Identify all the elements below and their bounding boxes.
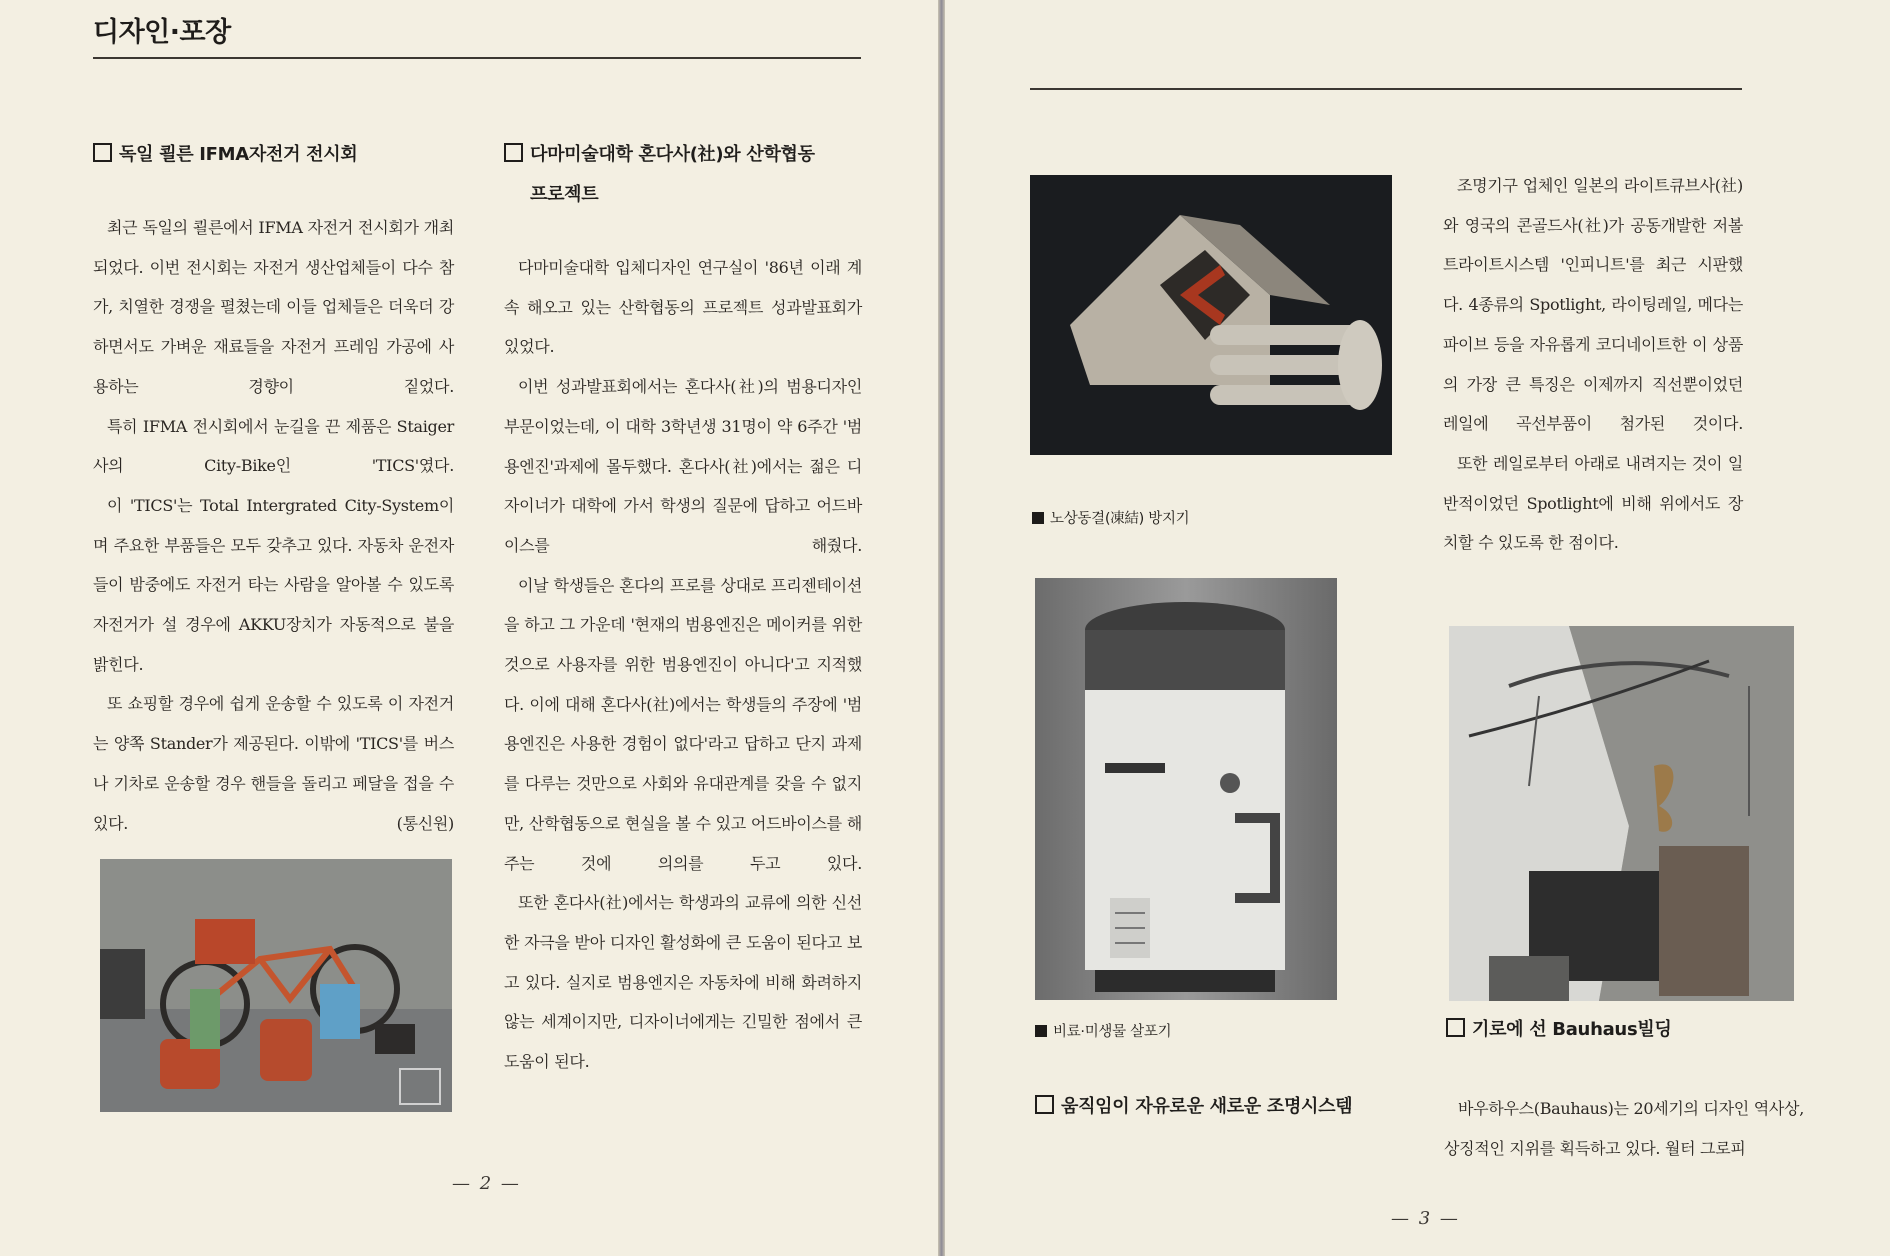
article-lighting-text [1443, 166, 1743, 563]
paragraph: 최근 독일의 쾰른에서 IFMA 자전거 전시회가 개최되었다. 이번 전시회는 자전거 생산업체들이 다수 참가, 치열한 경쟁을 펼쳤는데 이들 업체들은 더욱더 강하면서도 가벼운 재료들을 자전거 프레임 가공에 사용하는 경향이 짙었다. [93, 218, 454, 396]
frost-protector-photo [1030, 175, 1392, 455]
checkbox-square-icon [504, 143, 523, 162]
right-page [945, 0, 1890, 1256]
book-spine [938, 0, 945, 1256]
checkbox-square-icon [1035, 1095, 1054, 1114]
paragraph: 또한 레일로부터 아래로 내려지는 것이 일반적이었던 Spotlight에 비해 위에서도 장치할 수 있도록 한 점이다. [1443, 453, 1743, 553]
credit: (통신원) [396, 813, 454, 833]
page-number: — 3 — [1391, 1208, 1460, 1229]
paragraph: 또 쇼핑할 경우에 쉽게 운송할 수 있도록 이 자전거는 양쪽 Stander가 제공된다. 이밖에 'TICS'를 버스나 기차로 운송할 경우 핸들을 돌리고 페달을 접을 수 있다. (통신원) [93, 684, 454, 843]
page-number: — 2 — [452, 1173, 521, 1194]
paragraph: 이 'TICS'는 Total Intergrated City-System이며 주요한 부품들은 모두 갖추고 있다. 자동차 운전자들이 밤중에도 자전거 타는 사람을 알아볼 수 있도록 자전거가 설 경우에 AKKU장치가 자동적으로 불을 밝힌다. [93, 495, 454, 674]
header-rule [93, 57, 861, 59]
black-square-icon [1032, 512, 1044, 524]
article-bauhaus-text [1444, 1089, 1804, 1168]
bicycle-photo [100, 859, 452, 1112]
bauhaus-lighting-photo [1449, 626, 1794, 1001]
paragraph: 이날 학생들은 혼다의 프로를 상대로 프리젠테이션을 하고 그 가운데 '현재의 범용엔진은 메이커를 위한 것으로 사용자를 위한 범용엔진이 아니다'고 지적했다. 이에 대해 혼다사(社)에서는 학생들의 주장에 '범용엔진은 사용한 경험이 없다'라고 답하고 단지 과제를 다루는 것만으로 사회와 유대관계를 갖을 수 없지만, 산학협동으로 현실을 볼 수 있고 어드바이스를 해주는 것에 의의를 두고 있다. [504, 575, 862, 873]
photo-caption: 비료·미생물 살포기 [1035, 1020, 1171, 1041]
checkbox-square-icon [1446, 1018, 1465, 1037]
paragraph: 바우하우스(Bauhaus)는 20세기의 디자인 역사상, 상징적인 지위를 획득하고 있다. 월터 그로피 [1444, 1099, 1804, 1158]
header-rule [1030, 88, 1742, 90]
paragraph: 조명기구 업체인 일본의 라이트큐브사(社)와 영국의 콘골드사(社)가 공동개발한 저볼트라이트시스템 '인피니트'를 최근 시판했다. 4종류의 Spotlight, 라이팅레일, 메다는 파이브 등을 자유롭게 코디네이트한 이 상품의 가장 큰 특징은 이제까지 직선뿐이었던 레일에 곡선부품이 첨가된 것이다. [1443, 176, 1743, 434]
paragraph: 특히 IFMA 전시회에서 눈길을 끈 제품은 Staiger사의 City-Bike인 'TICS'였다. [93, 416, 454, 476]
paragraph: 또한 혼다사(社)에서는 학생과의 교류에 의한 신선한 자극을 받아 디자인 활성화에 큰 도움이 된다고 보고 있다. 실지로 범용엔지은 자동차에 비해 화려하지 않는 세계이지만, 디자이너에게는 긴밀한 점에서 큰 도움이 된다. [504, 893, 862, 1072]
article-bicycle [93, 135, 454, 843]
article-title: 기로에 선 Bauhaus빌딩 [1446, 1010, 1672, 1050]
article-title: 다마미술대학 혼다사(社)와 산학협동 프로젝트 [504, 135, 862, 215]
checkbox-square-icon [93, 143, 112, 162]
photo-caption: 노상동결(凍結) 방지기 [1032, 507, 1189, 528]
section-label: 디자인·포장 [93, 17, 231, 48]
article-title: 움직임이 자유로운 새로운 조명시스템 [1035, 1087, 1352, 1127]
black-square-icon [1035, 1025, 1047, 1037]
article-tama-honda [504, 135, 862, 1082]
paragraph: 이번 성과발표회에서는 혼다사(社)의 범용디자인 부문이었는데, 이 대학 3학년생 31명이 약 6주간 '범용엔진'과제에 몰두했다. 혼다사(社)에서는 젊은 디자이너가 대학에 가서 학생의 질문에 답하고 어드바이스를 해줬다. [504, 377, 862, 555]
article-title: 독일 쾰른 IFMA자전거 전시회 [93, 135, 454, 175]
left-page [0, 0, 938, 1256]
spreader-photo [1035, 578, 1337, 1000]
paragraph: 다마미술대학 입체디자인 연구실이 '86년 이래 계속 해오고 있는 산학협동의 프로젝트 성과발표회가 있었다. [504, 258, 862, 357]
